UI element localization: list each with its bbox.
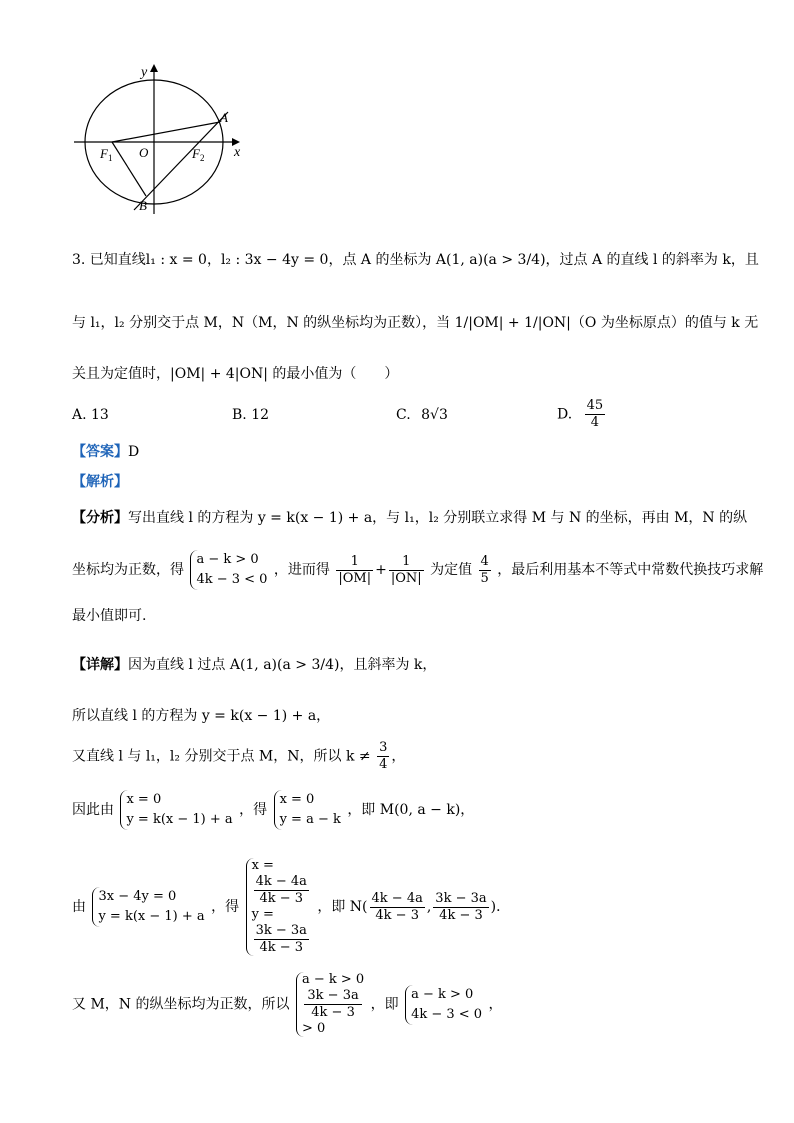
fenxi-sys-1: a − k > 0 — [196, 552, 259, 567]
fenxi-text-2b: ，进而得 — [273, 562, 330, 578]
system-5: a − k > 0 3k − 3a 4k − 3 > 0 — [296, 972, 364, 1037]
xiangjie-text-6a: 又 M，N 的纵坐标均为正数，所以 — [72, 996, 290, 1013]
system-3: 3x − 4y = 0 y = k(x − 1) + a — [92, 887, 204, 927]
question-line-1: 3. 已知直线l₁ : x = 0，l₂ : 3x − 4y = 0，点 A 的坐标为 A(1, a)(a > 3/4)，过点 A 的直线 l 的斜率为 k，且 — [72, 252, 759, 268]
y-axis-arrow — [150, 64, 158, 72]
xiangjie-text-5b: ，得 — [211, 899, 240, 915]
option-d-fraction — [585, 398, 606, 431]
option-d-num: 45 — [586, 398, 604, 413]
xiangjie-line-4 — [72, 790, 474, 830]
fenxi-frac-om: $\frac{1}{|OM|}$ — [338, 553, 372, 586]
option-d — [557, 398, 607, 431]
label-F2: $F_2$ — [192, 146, 205, 163]
xiangjie-line-1 — [72, 655, 436, 675]
xiangjie-text-4a: 因此由 — [72, 802, 114, 818]
fenxi-frac-on: $\frac{1}{|ON|}$ — [390, 553, 422, 586]
xiangjie-text-3: 又直线 l 与 l₁，l₂ 分别交于点 M，N，所以 k ≠ — [72, 748, 371, 765]
xiangjie-line-5: 由 3x − 4y = 0 y = k(x − 1) + a ，得 x = 4k − 4a 4k − 3 y = 3k − 3a 4k − 3 ，即 N( $\frac{4k - 4a}{4k - 3}$ , $\frac{3k - 3a}{4k - 3}$ )． — [72, 858, 511, 955]
label-O: O — [139, 145, 149, 160]
answer-value: D — [128, 444, 140, 460]
system-6: a − k > 0 4k − 3 < 0 — [405, 985, 482, 1025]
option-b: B. 12 — [232, 407, 270, 423]
option-d-den: 4 — [590, 415, 600, 430]
xiangjie-text-6c: ， — [488, 996, 503, 1013]
analysis-tag: 【解析】 — [72, 474, 128, 490]
answer-tag: 【答案】 — [72, 444, 128, 460]
ellipse-figure — [68, 62, 268, 232]
xiangjie-frac-3-4: $\frac{3}{4}$ — [379, 740, 388, 772]
xiangjie-tag: 【详解】 — [72, 657, 128, 673]
question-line-2: 与 l₁，l₂ 分别交于点 M，N（M，N 的纵坐标均为正数），当 1/|OM| + 1/|ON|（O 为坐标原点）的值与 k 无 — [72, 315, 759, 331]
xiangjie-text-4b: ，得 — [239, 802, 268, 818]
fenxi-line-1 — [72, 508, 747, 528]
fenxi-line-2: 坐标均为正数，得 a − k > 0 4k − 3 < 0 ，进而得 $\frac{1}{|OM|}$ + $\frac{1}{|ON|}$ 为定值 $\frac{4}{5}$ ，最后利用基本不等式中常数代换技巧求解 — [72, 550, 763, 590]
xiangjie-text-4c: ，即 M(0, a − k)， — [347, 802, 475, 818]
option-d-prefix: D. — [557, 406, 573, 423]
xiangjie-text-5c: ，即 N( — [317, 899, 368, 915]
fenxi-text-2d: ，最后利用基本不等式中常数代换技巧求解 — [497, 562, 764, 578]
label-B: B — [139, 198, 147, 213]
fenxi-sys-2: 4k − 3 < 0 — [196, 572, 268, 587]
answer-line — [72, 442, 139, 462]
option-a: A. 13 — [72, 407, 109, 423]
xiangjie-line-3: 又直线 l 与 l₁，l₂ 分别交于点 M，N，所以 k ≠ $\frac{3}{4}$ ， — [72, 740, 406, 772]
xiangjie-line-6 — [72, 972, 503, 1037]
fenxi-text-2c: 为定值 — [430, 562, 473, 578]
fenxi-tag: 【分析】 — [72, 510, 128, 526]
question-line-3: 关且为定值时，|OM| + 4|ON| 的最小值为（ ） — [72, 366, 399, 382]
system-2: x = 0 y = a − k — [274, 790, 341, 830]
xiangjie-text-5d: )． — [490, 899, 511, 915]
option-c-prefix: C. — [396, 407, 411, 423]
xiangjie-text-5a: 由 — [72, 899, 86, 915]
segment-f1-a — [112, 122, 220, 142]
fenxi-system — [190, 550, 267, 590]
label-x: x — [234, 145, 241, 160]
xiangjie-text-6b: ，即 — [370, 996, 399, 1013]
option-c — [396, 405, 448, 425]
label-A: A — [220, 110, 228, 125]
fenxi-line-3: 最小值即可. — [72, 608, 147, 624]
system-1: x = 0 y = k(x − 1) + a — [120, 790, 232, 830]
xiangjie-line-2: 所以直线 l 的方程为 y = k(x − 1) + a， — [72, 708, 331, 724]
line-ab — [134, 112, 228, 210]
fenxi-value-frac: $\frac{4}{5}$ — [480, 553, 489, 586]
fenxi-text-1: 写出直线 l 的方程为 y = k(x − 1) + a，与 l₁，l₂ 分别联立求得 M 与 N 的坐标，再由 M，N 的纵 — [128, 510, 748, 526]
label-F1: $F_1$ — [100, 146, 113, 163]
fenxi-text-2a: 坐标均为正数，得 — [72, 562, 184, 578]
xiangjie-text-1: 因为直线 l 过点 A(1, a)(a > 3/4)，且斜率为 k， — [128, 657, 437, 673]
option-c-value: 8√3 — [421, 407, 448, 423]
system-4: x = 4k − 4a 4k − 3 y = 3k − 3a 4k − 3 — [246, 858, 311, 956]
label-y: y — [141, 65, 148, 80]
